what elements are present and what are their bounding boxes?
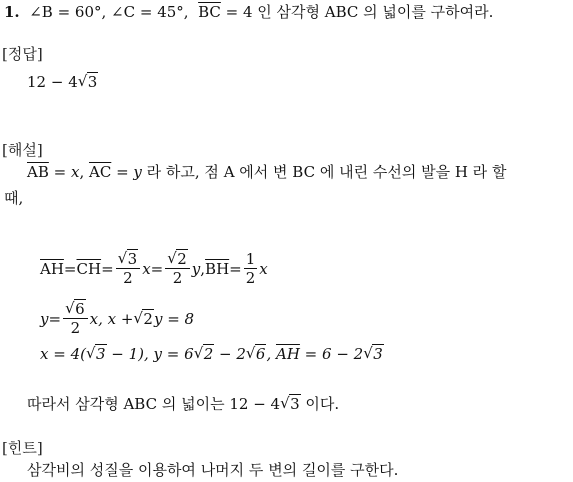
solution-line-1-cont: 때, — [4, 189, 24, 207]
segment-ab: $\overline{AB}$ — [27, 163, 49, 181]
segment-ch: $\overline{CH}$ — [76, 259, 102, 278]
fraction-sqrt3-over-2: √ $\frac{3}{2}$ — [116, 250, 141, 287]
problem-given: ∠B = 60°, ∠C = 45°, — [29, 3, 189, 21]
equation-1: $\overline{AH}$ = $\overline{CH}$ = √ $\frac{3}{2}$ x = √ $\frac{2}{2}$ y , $\overline{BH}$ = $\frac{1}{2}$ x — [40, 250, 268, 287]
answer-label: [정답] — [2, 45, 43, 63]
problem-line — [4, 2, 493, 22]
problem-number: 1. — [4, 3, 20, 21]
solution-label: [해설] — [2, 141, 43, 159]
hint-text: 삼각비의 성질을 이용하여 나머지 두 변의 길이를 구한다. — [27, 461, 399, 479]
segment-bh: $\overline{BH}$ — [205, 259, 230, 278]
segment-ah-2: $\overline{AH}$ — [275, 345, 300, 363]
solution-line-1: $\overline{AB} = x$, $\overline{AC} = y$ 라 하고, 점 A 에서 변 BC 에 내린 수선의 발을 H 라 할 — [27, 163, 507, 181]
fraction-sqrt6-over-2: √ $\frac{6}{2}$ — [63, 300, 88, 337]
equation-2: y = √ $\frac{6}{2}$ x , x + √ 2 y = 8 — [40, 300, 194, 337]
segment-ac: $\overline{AC}$ — [88, 163, 112, 181]
answer-value — [27, 72, 98, 92]
equation-3: x = 4( √ 3 − 1), y = 6 √ 2 − 2 √ 6, $\overline{AH} = 6 - 2$ √ 3 — [40, 344, 384, 364]
fraction-sqrt2-over-2: √ $\frac{2}{2}$ — [165, 250, 190, 287]
fraction-1-over-2: $\frac{1}{2}$ — [245, 250, 256, 287]
solution-conclusion: 따라서 삼각형 ABC 의 넓이는 12 − 4 √ 3 이다. — [27, 394, 339, 414]
segment-bc: $\overline{BC}$ — [198, 3, 221, 21]
segment-ah: $\overline{AH}$ — [40, 259, 64, 278]
answer-radical: √ 3 — [78, 72, 99, 92]
problem-question: = 4 인 삼각형 ABC 의 넓이를 구하여라. — [220, 3, 494, 21]
hint-label: [힌트] — [2, 439, 43, 457]
answer-text: 12 − 4 — [27, 73, 78, 91]
